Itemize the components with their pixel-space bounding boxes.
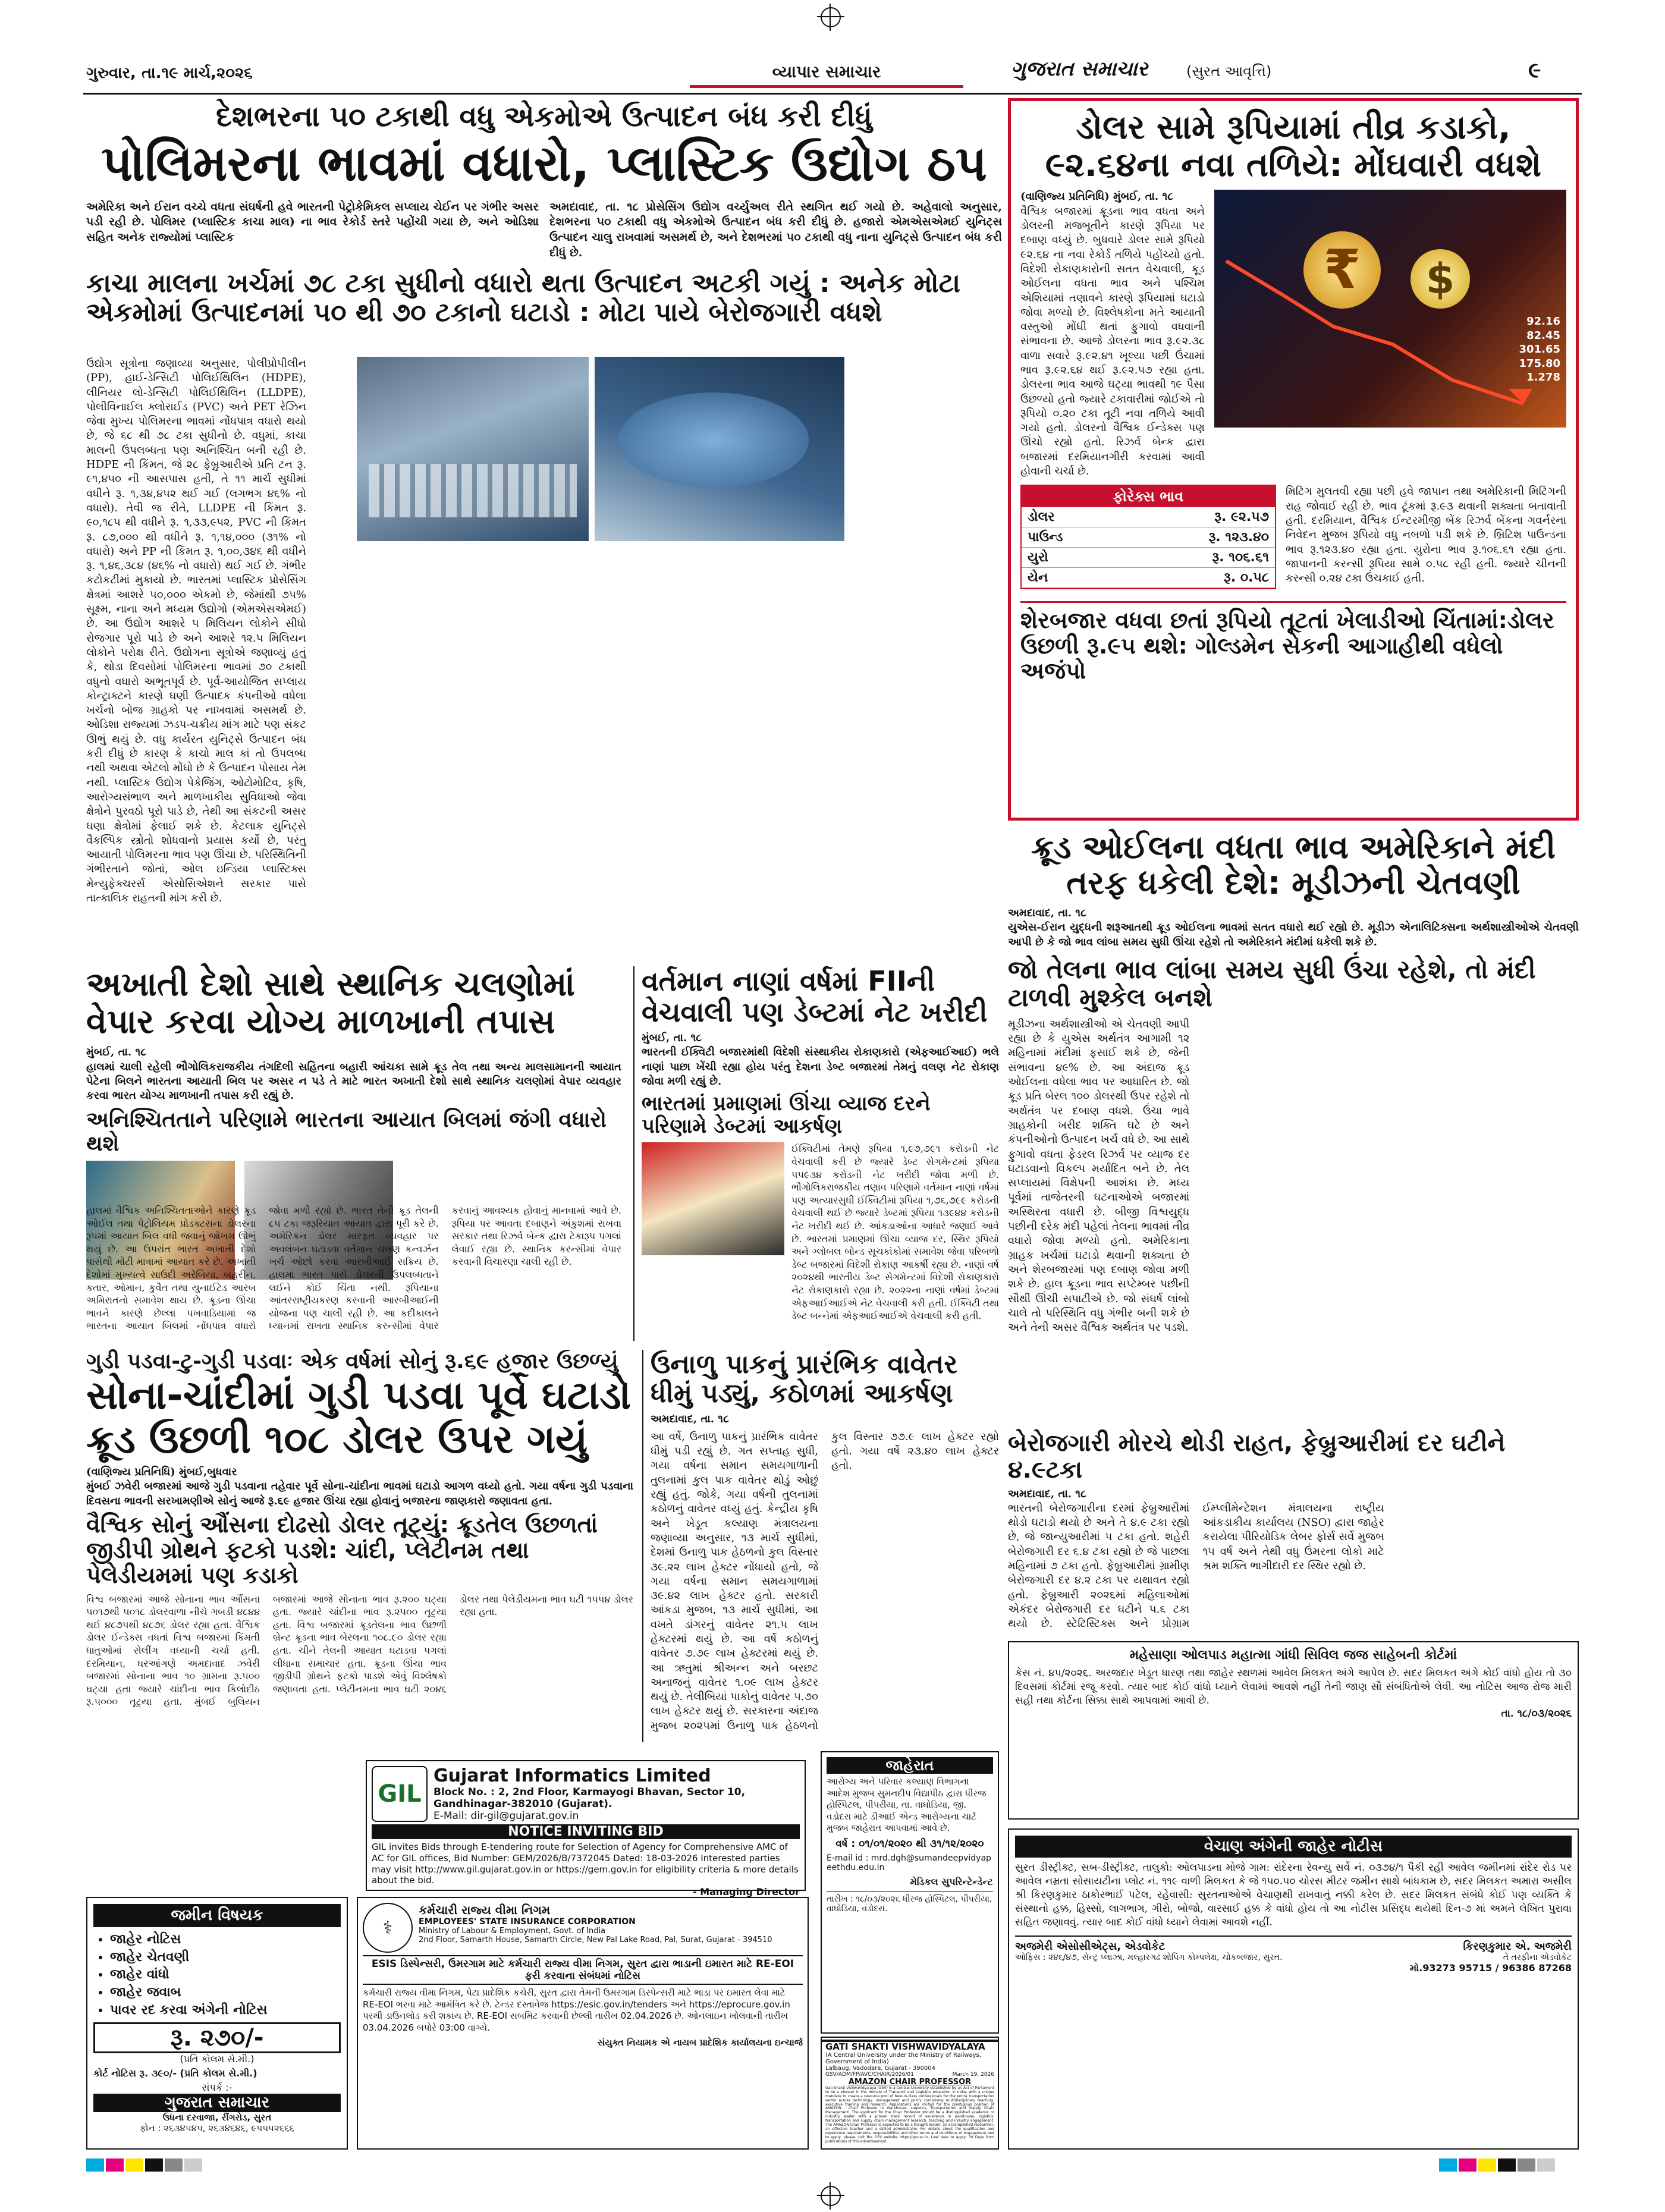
rupee-symbol-icon: ₹ xyxy=(1303,231,1381,309)
gulf-intro: હાલમાં ચાલી રહેલી ભૌગોલિકરાજકીય તંગદિલી સહિતના બહારી આંચકા સામે ક્રૂડ તેલ તથા અન્ય માલસામાનની આયાત પેટેના બિલને ભારતના આયાતી બિલ પર અસર ન પડે તે માટે ભારત અખાતી દેશો સાથે સ્થાનિક ચલણોમાં વેપાર વ્યવહાર કરવા ભારત યોગ્ય માળખાની તપાસ કરી રહ્યું છે. xyxy=(86,1060,621,1102)
fii-dateline: મુંબઈ, તા. ૧૮ xyxy=(642,1032,702,1045)
crude-body: મૂડીઝના અર્થશાસ્ત્રીઓ એ ચેતવણી આપી રહ્યા છે કે યુએસ અર્થતંત્ર આગામી ૧૨ મહિનામાં મંદીમાં ફસાઈ શકે છે, જેની સંભાવના ૪૯% છે. આ અંદાજ ક્રૂડ ઓઈલના વધેલા ભાવ પર આધારિત છે. જો ક્રૂડ પ્રતિ બેરલ ૧૦૦ ડોલરથી ઉપર રહેશે તો અર્થતંત્ર પર દબાણ વધશે. ઉંચા ભાવે ગ્રાહકોની ખરીદ શક્તિ ઘટે છે અને કંપનીઓનો ઉત્પાદન ખર્ચ વધે છે. આ સાથે ફુગાવો વધતા ફેડરલ રિઝર્વ પર વ્યાજ દર ઘટાડવાનો વિકલ્પ મર્યાદિત બને છે. તેલ સપ્લાયમાં વિક્ષેપની આશંકા છે. મધ્ય પૂર્વમાં તાજેતરની ઘટનાઓએ બજારમાં અસ્થિરતા વધારી છે. બીજી વિશ્વયુદ્ધ પછીની દરેક મંદી પહેલાં તેલના ભાવમાં તીવ્ર વધારો જોવા મળ્યો હતો. અમેરિકાના ગ્રાહક ખર્ચમાં ઘટાડો થવાની શક્યતા છે અને શેરબજારમાં પણ દબાણ જોવા મળી શકે છે. હાલ ક્રૂડના ભાવ સપ્ટેમ્બર પછીની સૌથી ઊંચી સપાટીએ છે. જો સંઘર્ષ લાંબો ચાલે તો પરિસ્થિતિ વધુ ગંભીર બની શકે છે અને તેની અસર વૈશ્વિક અર્થતંત્ર પર પડશે. xyxy=(1008,1017,1190,1334)
classified-brand: ગુજરાત સમાચાર xyxy=(93,2094,341,2112)
plastic-body: ઉદ્યોગ સૂત્રોના જણાવ્યા અનુસાર, પોલીપ્રોપીલીન (PP), હાઈ-ડેન્સિટી પોલિઈથિલિન (HDPE), લીનિયર લો-ડેન્સિટી પોલિઈથિલિન (LLDPE), પોલીવિનાઈલ ક્લોરાઈડ (PVC) અને PET રેઝિન જેવા મુખ્ય પોલિમરના ભાવમાં નોંધપાત્ર વધારો થયો છે, જે ૬૮ થી ૭૮ ટકા સુધીનો છે. વધુમાં, કાચા માલની ઉપલબ્ધતા પણ અનિશ્ચિત બની રહી છે. HDPE ની કિંમત, જે ૨૮ ફેબ્રુઆરીએ પ્રતિ ટન રૂ. ૯૧,૪૫૦ ની આસપાસ હતી, તે ૧૧ માર્ચ સુધીમાં વધીને રૂ. ૧,૩૪,૪૫૨ થઈ ગઈ (લગભગ ૪૬% નો વધારો). તેવી જ રીતે, LLDPE ની કિંમત રૂ. ૯૦,૧૮૫ થી વધીને રૂ. ૧,૩૩,૯૫૨, PVC ની કિંમત રૂ. ૮૭,૦૦૦ થી વધીને રૂ. ૧,૧૪,૦૦૦ (૩૧% નો વધારો) અને PP ની કિંમત રૂ. ૧,૦૦,૩૪૬ થી વધીને રૂ. ૧,૪૬,૩૮૪ (૪૬% નો વધારો) થઈ ગઈ છે. ગંભીર કટોકટીમાં મુકાયો છે. ભારતમાં પ્લાસ્ટિક પ્રોસેસિંગ ક્ષેત્રમાં આશરે ૫૦,૦૦૦ એકમો છે, જેમાંથી ૭૫% સૂક્ષ્મ, નાના અને મધ્યમ ઉદ્યોગો (એમએસએમઈ) છે. આ ઉદ્યોગ આશરે ૫ મિલિયન લોકોને સીધો રોજગાર પૂરો પાડે છે અને આશરે ૧૨.૫ મિલિયન લોકોને પરોક્ષ રીતે. ઉદ્યોગના સૂત્રોએ જણાવ્યું હતું કે, થોડા દિવસોમાં પોલિમરના ભાવમાં ૭૦ ટકાથી વધુનો વધારો અભૂતપૂર્વ છે. પૂર્વ-આયોજિત સપ્લાય કોન્ટ્રાક્ટને કારણે ઘણી ઉત્પાદક કંપનીઓ વધેલા ખર્ચનો બોજ ગ્રાહકો પર નાખવામાં અસમર્થ છે. ઓડિશા રાજ્યમાં ઝડપ-ચક્રીય માંગ માટે પણ સંકટ ઊભું થયું છે. વધુ કાર્યરત યુનિટ્સે ઉત્પાદન બંધ કરી દીધું છે કારણ કે કાચો માલ કાં તો ઉપલબ્ધ નથી અથવા એટલો મોંઘો છે કે ઉત્પાદન પોસાય તેમ નથી. પ્લાસ્ટિક ઉદ્યોગ પેકેજિંગ, ઓટોમોટિવ, કૃષિ, આરોગ્યસંભાળ અને માળખાકીય સુવિધાઓ જેવા ક્ષેત્રોને પુરવઠો પૂરો પાડે છે, તેથી આ સંકટની અસર ઘણા ક્ષેત્રોમાં ફેલાઈ શકે છે. કેટલાક યુનિટ્સે વૈકલ્પિક સ્ત્રોતો શોધવાનો પ્રયાસ કર્યો છે, પરંતુ આયાતી પોલિમરના ભાવ પણ ઊંચા છે. પરિસ્થિતિની ગંભીરતાને જોતાં, ઓલ ઇન્ડિયા પ્લાસ્ટિક્સ મેન્યુફેક્ચરર્સ એસોસિએશને સરકાર પાસે તાત્કાલિક રાહતની માંગ કરી છે. xyxy=(86,357,306,904)
chart-tick-label: 1.278 xyxy=(1526,371,1560,384)
gil-ad xyxy=(366,1760,806,1897)
registration-mark-bottom xyxy=(821,2186,841,2206)
forex-currency: ડોલર xyxy=(1022,507,1122,527)
crude-subhead: જો તેલના ભાવ લાંબા સમય સુધી ઉંચા રહેશે, તો મંદી ટાળવી મુશ્કેલ બનશે xyxy=(1008,954,1536,1012)
gulf-subhead: અનિશ્ચિતતાને પરિણામે ભારતના આયાત બિલમાં જંગી વધારો થશે xyxy=(86,1107,607,1156)
jaherat-body: આરોગ્ય અને પરિવાર કલ્યાણ વિભાગના આદેશ મુજબ સુમનદીપ વિદ્યાપીઠ દ્વારા ધીરજ હોસ્પિટલ, પીપરીયા, તા. વાઘોડિયા, જી. વડોદરા માટે ડીઆઈ એન્ડ આરોગ્યના ચાર્ટ મુજબ જાહેરાત આપવામાં આવે છે. xyxy=(827,1776,987,1833)
classified-item: • જાહેર નોટિસ xyxy=(110,1931,341,1949)
jaherat-footer: તારીખ : ૧૮/૦૩/૨૦૨૬ ધીરજ હોસ્પિટલ, પીપરીયા, વાઘોડિયા, વડોદરા. xyxy=(827,1891,993,1913)
esic-address: 2nd Floor, Samarth House, Samarth Circle, New Pal Lake Road, Pal, Surat, Gujarat - 394510 xyxy=(419,1936,772,1944)
gil-logo-icon: GIL xyxy=(372,1766,428,1822)
registration-mark-top xyxy=(821,7,841,27)
jaherat-sign: મેડિકલ સુપરિન્ટેન્ડેન્ટ xyxy=(910,1875,993,1887)
gsv-address: Lalbaug, Vadodara, Gujarat - 390004 xyxy=(825,2065,936,2072)
jaherat-ad xyxy=(821,1751,999,2034)
plastic-intro-left: અમેરિકા અને ઈરાન વચ્ચે વધતા સંઘર્ષની હવે ભારતની પેટ્રોકેમિકલ સપ્લાય ચેઈન પર ગંભીર અસર પડી રહી છે. પોલિમર (પ્લાસ્ટિક કાચા માલ) ના ભાવ રેકોર્ડ સ્તરે પહોંચી ગયા છે, અને ઓડિશા સહિત અનેક રાજ્યોમાં પ્લાસ્ટિક xyxy=(86,200,539,244)
forex-value: રૂ. ૯૨.૫૭ xyxy=(1122,507,1275,527)
gsv-sub: (A Central University under the Ministry of Railways, Government of India) xyxy=(825,2052,981,2065)
rupee-headline-1: ડોલર સામે રૂપિયામાં તીવ્ર કડાકો, xyxy=(1076,108,1511,147)
gulf-headline: અખાતી દેશો સાથે સ્થાનિક ચલણોમાં વેપાર કરવા યોગ્ય માળખાની તપાસ xyxy=(86,965,576,1041)
currency-chart-image xyxy=(1214,190,1566,428)
fii-body: ઈક્વિટીમાં તેમણે રૂપિયા ૧,૯૭,૭૯૧ કરોડની નેટ વેચવાલી કરી છે જ્યારે ડેબ્ટ સેગમેન્ટમાં રૂપિયા ૫૫૯૩૪ કરોડની નેટ ખરીદી જોવા મળી છે. ભૌગોલિકરાજકીય તણાવ પરિણામે વર્તમાન નાણાં વર્ષમાં પણ અત્યારસુધી ઈક્વિટીમાં રૂપિયા ૧,૭૬,૭૯૯ કરોડની વેચવાલી થઈ છે જ્યારે ડેબ્ટમાં રૂપિયા ૧૩૯૪૪ કરોડની નેટ ખરીદી થઈ છે. આંકડાઓના આધારે જણાઈ આવે છે. ભારતમાં પ્રમાણમાં ઊંચા વ્યાજ દર, સ્થિર રૂપિયો અને ગ્લોબલ બોન્ડ સૂચકાંકોમાં સમાવેશ જેવા પરિબળો ડેબ્ટ બજારમાં વિદેશી રોકાણ આકર્ષી રહ્યા છે. નાણાં વર્ષ ૨૦૨૪થી ભારતીય ડેબ્ટ સેગમેન્ટમાં વિદેશી રોકાણકારો નેટ રોકાણકારો રહ્યા છે. ૨૦૨૨ના નાણાં વર્ષમાં ડેબ્ટમાં એફઆઈઆઈએ નેટ વેચવાલી કરી હતી. ઈક્વિટી તથા ડેબ્ટ બન્નેમાં એફઆઈઆઈએ વેચવાલી કરી હતી. xyxy=(791,1143,999,1322)
crude-intro: યુએસ-ઈરાન યુદ્ધની શરૂઆતથી ક્રૂડ ઓઈલના ભાવમાં સતત વધારો થઈ રહ્યો છે. મૂડીઝ એનાલિટિક્સના અર્થશાસ્ત્રીઓએ ચેતવણી આપી છે કે જો ભાવ લાંબા સમય સુધી ઊંચા રહેશે તો અમેરિકાને મંદીમાં ધકેલી શકે છે. xyxy=(1008,921,1579,948)
classified-court: કોર્ટ નોટિસ રૂ. ૩૯૦/- (પ્રતિ કોલમ સે.મી.) xyxy=(93,2068,257,2079)
gulf-dateline: મુંબઈ, તા. ૧૮ xyxy=(86,1046,147,1059)
gold-kicker: ગુડી પડવા-ટુ-ગુડી પડવાઃ એક વર્ષમાં સોનું રૂ.૬૯ હજાર ઉછળ્યું xyxy=(86,1349,618,1374)
sale-title: વેચાણ અંગેની જાહેર નોટીસ xyxy=(1015,1836,1572,1858)
rupee-subhead: શેરબજાર વધવા છતાં રૂપિયો તૂટતાં ખેલાડીઓ ચિંતામાં:ડોલર ઉછળી રૂ.૯૫ થશે: ગોલ્ડમેન સેકની આગાહીથી વધેલો અજંપો xyxy=(1020,601,1566,684)
court-notice-date: તા. ૧૮/૦૩/૨૦૨૬ xyxy=(1501,1708,1572,1720)
plastic-kicker: દેશભરના ૫૦ ટકાથી વધુ એકમોએ ઉત્પાદન બંધ કરી દીધું xyxy=(216,100,872,133)
jobs-article xyxy=(1008,1430,1579,1632)
rupee-box xyxy=(1008,98,1579,821)
chart-tick-label: 92.16 xyxy=(1526,315,1560,328)
crude-headline: ક્રૂડ ઓઈલના વધતા ભાવ અમેરિકાને મંદી તરફ ધકેલી દેશે: મૂડીઝની ચેતવણી xyxy=(1031,828,1556,902)
esic-sign: સંયુક્ત નિયામક એ નાયબ પ્રાદેશિક કાર્યાલયના ઇન્ચાર્જ xyxy=(598,2037,803,2048)
gsv-body: Gati Shakti Vishwavidyalaya (GSV) is a Central University established by an Act of Parliament to be a pioneer in the domain of Transport and Logistics education in India, with a unique mandate to create a resource pool of best-in-class professionals for the entire transportation sector across technology, management and policy comprising multidisciplinary teaching, executive training and research. Applications are invited for the prestigious position of AMAZON - Chair Professor in Warehouse, Logistics, Transportation and Supply Chain Management. The applicant for the Chair Professor should be a distinguished academic or industry leader with a proven track record of excellence in warehouse, logistics, transportation and supply chain management research, teaching and industry engagement. The AMAZON Chair Professor is expected to be a thought leader, an accomplished researcher, an effective teacher and a skilled administrator. For details about the qualification and experience requirements, responsibilities and other terms and conditions of engagement and to apply, please visit the GSV website https://gsv.ac.in. Last date to apply: 30 Days from publications of this advertisement. xyxy=(825,2086,994,2144)
gil-title: NOTICE INVITING BID xyxy=(372,1824,800,1839)
gold-headline-1: સોના-ચાંદીમાં ગુડી પડવા પૂર્વે ઘટાડો xyxy=(86,1372,632,1419)
esic-ministry: Ministry of Labour & Employment, Govt. of India xyxy=(419,1927,606,1936)
classified-address: ઉધના દરવાજા, રીંગરોડ, સુરત xyxy=(162,2112,272,2123)
classified-price: રૂ. ૨૭૦/- xyxy=(93,2022,341,2053)
esic-ad xyxy=(357,1897,809,2150)
jobs-dateline: અમદાવાદ, તા. ૧૮ xyxy=(1008,1487,1086,1500)
advocate-address: ઓફિસ : ૨૪૬/૪૭, સેન્ટ્ર પ્લાઝા, મલ્હારગઢ શોપિંગ કોમ્પલેક્ષ, ચોકબજાર, સુરત. xyxy=(1015,1952,1283,1962)
esic-title: ESIS ડિસ્પેન્સરી, ઉમરગામ માટે કર્મચારી રાજ્ય વીમા નિગમ, સુરત દ્વારા ભાડાની ઇમારત માટે RE-EOI ફરી કરવાના સંબંધમાં નોટિસ xyxy=(363,1955,803,1985)
crop-body: આ વર્ષે, ઉનાળુ પાકનું પ્રારંભિક વાવેતર ધીમું પડી રહ્યું છે. ગત સપ્તાહ સુધી, ગયા વર્ષના સમાન સમયગાળાની તુલનામાં કુલ પાક વાવેતર થોડું ઓછું રહ્યું હતું. જોકે, ગયા વર્ષની તુલનામાં કઠોળનું વાવેતર વધ્યું હતું. કેન્દ્રીય કૃષિ અને ખેડૂત કલ્યાણ મંત્રાલયના જણાવ્યા અનુસાર, ૧૩ માર્ચ સુધીમાં, દેશમાં ઉનાળુ પાક હેઠળનો કુલ વિસ્તાર ૩૯.૨૨ લાખ હેક્ટર નોંધાયો હતો, જે ગયા વર્ષના સમાન સમયગાળામાં ૩૯.૪૨ લાખ હેક્ટર હતો. સરકારી આંકડા મુજબ, ૧૩ માર્ચ સુધીમાં, આ વખતે ડાંગરનું વાવેતર ૨૧.૫ લાખ હેક્ટરમાં થયું છે. આ વર્ષે કઠોળનું વાવેતર ૭.૭૯ લાખ હેક્ટરમાં થયું છે. આ ઋતુમાં શ્રીઅન્ન અને બરછટ અનાજનું વાવેતર ૧.૦૯ લાખ હેક્ટર થયું છે. તેલીબિયાં પાકોનું વાવેતર ૫.૭૦ લાખ હેક્ટર થયું છે. સરકારના અંદાજ મુજબ ૨૦૨૫માં ઉનાળુ પાક હેઠળનો કુલ વિસ્તાર ૭૭.૯ લાખ હેક્ટર રહ્યો હતો. ગયા વર્ષે ૨૩.૪૦ લાખ હેક્ટર હતો. xyxy=(651,1430,999,1732)
gsv-ref: GSV/ADM/FP/AVC/CHAIR/2026/01 xyxy=(825,2072,914,2078)
forex-currency: યેન xyxy=(1022,568,1122,588)
stock-bull-photo xyxy=(642,1142,784,1255)
fii-article xyxy=(633,966,999,1341)
jaherat-email: E-mail id : mrd.dgh@sumandeepvidyapeethdu.edu.in xyxy=(827,1853,991,1872)
jaherat-title: જાહેરાત xyxy=(827,1757,993,1774)
forex-row xyxy=(1022,507,1275,527)
crop-headline: ઉનાળુ પાકનું પ્રારંભિક વાવેતર ધીમું પડ્યું, કઠોળમાં આકર્ષણ xyxy=(651,1349,958,1409)
gulf-body: હાલમાં વૈશ્વિક અનિશ્ચિતતાઓને કારણે ક્રૂડ ઓઈલ તથા પેટ્રોલિયમ પ્રોડક્ટસના ડોલરના રૂપમાં આયાત બિલ વધી જવાનું જોખમ ઊભું થયું છે. આ ઉપરાંત ભારત અખાતી દેશો પાસેથી મોટી માત્રામાં આયાત કરે છે. અખાતી દેશોમાં મુખ્યત્વે સાઉદી અરેબિયા, બહરીન, કતાર, ઓમાન, કુવૈત તથા યુનાઈટેડ આરબ અમિરાતનો સમાવેશ થાય છે. ક્રૂડના ઊંચા ભાવને કારણે છેલ્લા પખવાડિયામાં જ ભારતના આયાત બિલમાં નોંધપાત્ર વધારો જોવા મળી રહ્યો છે. ભારત તેની ક્રૂડ તેલની ૮૫ ટકા જરૂરિયાત આયાત દ્વારા પૂરી કરે છે. અમેરિકન ડોલર મારફત વ્યવહાર પર અવલંબન ઘટાડવા વર્તમાન ચલણ કન્વર્ઝન ખર્ચ ઓછો કરવા આરબીઆઈ સક્રિય છે. હાલમાં ભારત પાસે ડોલરની ઉપલબ્ધતાને લઈને કોઈ ચિંતા નથી. રૂપિયાના આંતરરાષ્ટ્રીયકરણ કરવાની આરબીઆઈની યોજના પણ ચાલી રહી છે. આ કદીકાલને ધ્યાનમાં રાખતા સ્થાનિક કરન્સીમાં વેપાર કરવાનું આવશ્યક હોવાનું માનવામાં આવે છે. રૂપિયા પર આવતા દબાણને અંકુશમાં રાખવા સરકાર તથા રિઝર્વ બેન્ક દ્વારા ટેકારૂપ પગલાં લેવાઈ રહ્યા છે. સ્થાનિક કરન્સીમાં વેપાર કરવાની વિચારણા ચાલી રહી છે. xyxy=(86,1205,621,1332)
plastic-headline: પોલિમરના ભાવમાં વધારો, પ્લાસ્ટિક ઉદ્યોગ ઠપ xyxy=(100,135,988,192)
gsv-org: GATI SHAKTI VISHWAVIDYALAYA xyxy=(825,2041,985,2052)
forex-currency: યુરો xyxy=(1022,548,1122,568)
crude-dateline: અમદાવાદ, તા. ૧૮ xyxy=(1008,906,1086,919)
plastic-article xyxy=(86,101,1002,328)
classified-phone: ફોન : ૨૬૩૪૫૪૫, ૨૬૩૪૬૪૬, ૯૫૫૫૨૬૬૬ xyxy=(140,2123,294,2134)
jaherat-years: વર્ષ : ૦૧/૦૧/૨૦૨૦ થી ૩૧/૧૨/૨૦૨૦ xyxy=(835,1837,984,1850)
gil-email: E-Mail: dir-gil@gujarat.gov.in xyxy=(433,1809,579,1822)
page-number: ૯ xyxy=(1528,58,1541,83)
edition: (સુરત આવૃત્તિ) xyxy=(1186,63,1272,80)
gold-intro: મુંબઈ ઝવેરી બજારમાં આજે ગુડી પડવાના તહેવાર પૂર્વે સોના-ચાંદીના ભાવમાં ઘટાડો આગળ વધ્યો હતો. ગયા વર્ષના ગુડી પડવાના દિવસના ભાવની સરખામણીએ સોનું આજે રૂ.૬૯ હજાર ઊંચા રહ્યા હોવાનું બજારના જાણકારો જણાવતા હતા. xyxy=(86,1480,633,1507)
fii-intro: ભારતની ઈક્વિટી બજારમાંથી વિદેશી સંસ્થાકીય રોકાણકારો (એફઆઈઆઈ) ભલે નાણાં પાછા ખેંચી રહ્યા હોય પરંતુ દેશના ડેબ્ટ બજારમાં તેમનું વલણ નેટ રોકાણ જોવા મળી રહ્યું છે. xyxy=(642,1046,999,1088)
jobs-body: ભારતની બેરોજગારીના દરમાં ફેબ્રુઆરીમાં થોડો ઘટાડો થયો છે અને તે ૪.૯ ટકા રહ્યો છે, જે જાન્યુઆરીમાં ૫ ટકા હતો. શહેરી બેરોજગારી દર ૬.૪ ટકા રહ્યો છે જે પાછલા મહિનામાં ૭ ટકા હતો. ફેબ્રુઆરીમાં ગ્રામીણ બેરોજગારી દર ૪.૨ ટકા પર યથાવત રહ્યો હતો. ફેબ્રુઆરી ૨૦૨૬માં મહિલાઓમાં એકંદર બેરોજગારી દર ઘટીને ૫.૬ ટકા થયો છે. સ્ટેટિસ્ટિક્સ અને પ્રોગ્રામ ઈમ્પ્લીમેન્ટેશન મંત્રાલયના રાષ્ટ્રીય આંકડાકીય કાર્યાલય (NSO) દ્વારા જાહેર કરાયેલા પીરિયોડિક લેબર ફોર્સ સર્વે મુજબ ૧૫ વર્ષ અને તેથી વધુ ઉંમરના લોકો માટે શ્રમ શક્તિ ભાગીદારી દર સ્થિર રહ્યો છે. xyxy=(1008,1501,1384,1630)
issue-date: ગુરુવાર, તા.૧૯ માર્ચ,૨૦૨૬ xyxy=(86,64,253,82)
court-notice-body: કેસ નં. ૪૫/૨૦૨૬. અરજદાર ખેડૂત ધારણ તથા જાહેર સ્થળમાં આવેલ મિલકત અંગે આપેલ છે. સદર મિલકત અંગે કોઈ વાંધો હોય તો ૩૦ દિવસમાં કોર્ટમાં રજૂ કરવો. ત્યાર બાદ કોઈ વાંધો ધ્યાને લેવામાં આવશે નહીં તેની જાણ સૌ સંબંધિતોએ લેવી. આ નોટિસ આજ રોજ મારી સહી તથા કોર્ટના સિક્કા સાથે આપવામાં આવી છે. xyxy=(1015,1667,1572,1707)
advocate-phone: મો.93273 95715 / 96386 87268 xyxy=(1409,1962,1572,1974)
classified-item: • જાહેર જવાબ xyxy=(110,1984,341,2002)
chart-tick-label: 301.65 xyxy=(1519,343,1560,356)
gold-article xyxy=(86,1350,633,1790)
forex-title: ફોરેક્સ ભાવ xyxy=(1022,486,1275,507)
gsv-ad xyxy=(821,2037,999,2150)
forex-value: રૂ. ૧૦૬.૬૧ xyxy=(1122,548,1275,568)
gold-body: વિશ્વ બજારમાં આજે સોનાના ભાવ ઔંસના ૫૦૧૭થી ૫૦૧૮ ડોલરવાળા નીચે ગબડી ૪૮૪૪ થઈ ૪૮૭૫થી ૪૮૭૬ ડોલર રહ્યા હતા. વૈશ્વિક ડોલર ઈન્ડેક્સ વધતાં વિશ્વ બજારમાં કિંમતી ધાતુઓમાં સેલીંગ વધ્યાની ચર્ચા હતી. દરમિયાન, ઘરઆંગણે અમદાવાદ ઝવેરી બજારમાં સોનાના ભાવ ૧૦ ગ્રામના રૂ.૫૦૦ ઘટ્યા હતા જ્યારે ચાંદીના ભાવ કિલોદીઠ રૂ.૫૦૦૦ તૂટ્યા હતા. મુંબઈ બુલિયન બજારમાં આજે સોનાના ભાવ રૂ.૨૦૦ ઘટ્યા હતા. જ્યારે ચાંદીના ભાવ રૂ.૨૫૦૦ તૂટ્યા હતા. વિશ્વ બજારમાં ક્રૂડતેલના ભાવ ઉછળી બ્રેન્ટ ક્રૂડના ભાવ બેરલના ૧૦૮.૯૦ ડોલર રહ્યા હતા. ચીને તેલની આયાત ઘટાડવા પગલાં લીધાના સમાચાર હતા. ક્રૂડના ઊંચા ભાવ જીડીપી ગ્રોથને ફટકો પાડશે એવું વિશ્લેષકો જણાવતા હતા. પ્લેટીનમના ભાવ ઘટી ૨૦૪૬ ડોલર તથા પેલેડીયમના ભાવ ઘટી ૧૫૫૪ ડોલર રહ્યા હતા. xyxy=(86,1593,633,1708)
esic-body: કર્મચારી રાજ્ય વીમા નિગમ, પેટા પ્રાદેશિક કચેરી, સુરત દ્વારા તેમની ઉમરગામ ડિસ્પેન્સરી માટે ભાડા પર ઇમારત લેવા માટે RE-EOI ભરવા માટે આમંત્રિત કરે છે. ટેન્ડર દસ્તાવેજ https://esic.gov.in/tenders અને https://eprocure.gov.in પરથી ડાઉનલોડ કરી શકાય છે. RE-EOI સબમિટ કરવાની છેલ્લી તારીખ 02.04.2026 છે. ઓનલાઇન ખોલવાની તારીખ 03.04.2026 બપોરે 03:00 વાગ્યે. xyxy=(363,1987,790,2033)
classified-items xyxy=(93,1931,341,2019)
gsv-title: AMAZON CHAIR PROFESSOR xyxy=(848,2078,972,2087)
forex-table xyxy=(1020,485,1276,589)
masthead-rule xyxy=(83,93,1582,95)
color-bar-right xyxy=(1439,2158,1557,2174)
classified-price-note: (પ્રતિ કોલમ સે.મી.) xyxy=(180,2053,255,2065)
classified-item: • જાહેર ચેતવણી xyxy=(110,1949,341,1966)
dollar-symbol-icon: $ xyxy=(1410,249,1470,309)
advocate-name: કિરણકુમાર એ. અજમેરી xyxy=(1463,1940,1572,1953)
gil-body: GIL invites Bids through E-tendering route for Selection of Agency for Comprehensive AMC of AC for GIL offices, Bid Number: GEM/2026/B/7372045 Dated: 18-03-2026 Interested parties may visit http://www.gil.gujarat.gov.in or https://gem.gov.in for eligibility criteria & more details about the bid. xyxy=(372,1842,799,1886)
advocate-firm: અજમેરી એસોસીએટ્સ, એડવોકેટ xyxy=(1015,1940,1166,1953)
classified-contact-label: સંપર્ક :- xyxy=(202,2082,233,2094)
advocate-role: તે તરફીના એડવોકેટ xyxy=(1503,1952,1572,1962)
gil-address: Block No. : 2, 2nd Floor, Karmayogi Bhavan, Sector 10, Gandhinagar-382010 (Gujarat). xyxy=(433,1786,746,1810)
classified-title: જમીન વિષયક xyxy=(93,1904,341,1927)
gold-dateline: (વાણિજ્ય પ્રતિનિધિ) મુંબઈ,બુધવાર xyxy=(86,1466,237,1479)
gil-signature: - Managing Director xyxy=(693,1886,800,1897)
fii-headline: વર્તમાન નાણાં વર્ષમાં FIIની વેચવાલી પણ ડેબ્ટમાં નેટ ખરીદી xyxy=(642,965,988,1028)
sale-notice xyxy=(1008,1828,1579,2150)
currency-trend-svg xyxy=(1214,190,1547,428)
forex-row xyxy=(1022,527,1275,548)
classified-item: • પાવર રદ કરવા અંગેની નોટિસ xyxy=(110,2002,341,2019)
falling-trend-line xyxy=(1226,261,1523,404)
forex-value: રૂ. ૦.૫૮ xyxy=(1122,568,1275,588)
color-bar-left xyxy=(86,2158,204,2174)
forex-row xyxy=(1022,548,1275,568)
chart-tick-label: 82.45 xyxy=(1526,329,1560,342)
crude-article xyxy=(1008,830,1579,1424)
rupee-body-1: વૈશ્વિક બજારમાં ક્રૂડના ભાવ વધતા અને ડોલરની મજબૂતીને કારણે રૂપિયા પર દબાણ વધ્યું છે. બુધવારે ડોલર સામે રૂપિયો ૯૨.૬૪ ના નવા રેકોર્ડ તળિયે પહોંચ્યો હતો. વિદેશી રોકાણકારોની સતત વેચવાલી, ક્રૂડ ઓઈલના વધતા ભાવ અને પશ્ચિમ એશિયામાં તણાવને કારણે રૂપિયામાં ઘટાડો જોવા મળ્યો છે. વિશ્લેષકોના મતે આયાતી વસ્તુઓ મોંઘી થતાં ફુગાવો વધવાની સંભાવના છે. આજે ડોલરના ભાવ રૂ.૯૨.૩૮ વાળા સવારે રૂ.૯૨.૪૧ ખૂલ્યા પછી ઉંચામાં ભાવ રૂ.૯૨.૬૪ થઈ રૂ.૯૨.૫૭ રહ્યા હતા. ડોલરના ભાવ આજે ઘટ્યા ભાવથી ૧૯ પૈસા ઉછળ્યો હતો જ્યારે ટકાવારીમાં જોઈએ તો રૂપિયો ૦.૨૦ ટકા તૂટી નવા તળિયે આવી ગયો હતો. ડોલરનો વૈશ્વિક ઈન્ડેક્સ પણ ઊંચો રહ્યો હતો. રિઝર્વ બેન્ક દ્વારા બજારમાં દરમિયાનગીરી કરવામાં આવી હોવાની ચર્ચા છે. xyxy=(1020,205,1205,478)
forex-value: રૂ. ૧૨૩.૪૦ xyxy=(1122,527,1275,548)
crop-dateline: અમદાવાદ, તા. ૧૮ xyxy=(651,1412,729,1425)
forex-row xyxy=(1022,568,1275,588)
plastic-subhead: કાચા માલના ખર્ચમાં ૭૮ ટકા સુધીનો વધારો થતા ઉત્પાદન અટકી ગયું : અનેક મોટા એકમોમાં ઉત્પાદનમાં ૫૦ થી ૭૦ ટકાનો ઘટાડો : મોટા પાયે બેરોજગારી વધશે xyxy=(86,268,961,328)
jobs-headline: બેરોજગારી મોરચે થોડી રાહત, ફેબ્રુઆરીમાં દર ઘટીને ૪.૯ટકા xyxy=(1008,1429,1506,1484)
paper-name: ગુજરાત સમાચાર xyxy=(1011,57,1148,81)
fii-subhead: ભારતમાં પ્રમાણમાં ઊંચા વ્યાજ દરને પરિણામે ડેબ્ટમાં આકર્ષણ xyxy=(642,1092,931,1139)
section-title: વ્યાપાર સમાચાર xyxy=(690,62,963,88)
rupee-dateline: (વાણિજ્ય પ્રતિનિધિ) મુંબઈ, તા. ૧૮ xyxy=(1020,190,1174,203)
forex-currency: પાઉન્ડ xyxy=(1022,527,1122,548)
gsv-date: March 19, 2026 xyxy=(952,2072,994,2078)
esic-org-eng: EMPLOYEES' STATE INSURANCE CORPORATION xyxy=(419,1917,636,1927)
esic-emblem-icon: ⚕ xyxy=(363,1903,413,1953)
classified-item: • જાહેર વાંધો xyxy=(110,1966,341,1984)
chart-tick-label: 175.80 xyxy=(1519,357,1560,370)
gulf-article xyxy=(86,966,621,1344)
crop-article xyxy=(642,1350,999,1742)
rupee-headline-2: ૯૨.૬૪ના નવા તળિયે: મોંઘવારી વધશે xyxy=(1045,145,1542,184)
esic-org-guj: કર્મચારી રાજ્ય વીમા નિગમ xyxy=(419,1903,551,1917)
gold-headline-2: ક્રૂડ ઉછળી ૧૦૮ ડોલર ઉપર ગયું xyxy=(86,1416,588,1463)
rupee-body-2: મિટિંગ મુલતવી રહ્યા પછી હવે જાપાન તથા અમેરિકાની મિટિંગની રાહ જોવાઈ રહી છે. ભાવ ટૂંકમાં રૂ.૯૩ થવાની શક્યતા બતાવાતી હતી. દરમિયાન, વૈશ્વિક ઈન્ટરમીજી બેંક રિઝર્વ બેંકના ગવર્નરના નિવેદન મુજબ રૂપિયો વધુ નબળો પડી શકે છે. બ્રિટિશ પાઉન્ડના ભાવ રૂ.૧૨૩.૪૦ રહ્યા હતા. યુરોના ભાવ રૂ.૧૦૬.૬૧ રહ્યા હતા. જાપાનની કરન્સી રૂપિયા સામે ૦.૫૮ રહી હતી. જ્યારે ચીનની કરન્સી ૦.૨૪ ટકા ઉંચકાઈ હતી. xyxy=(1286,485,1566,585)
classified-ad xyxy=(86,1897,348,2150)
gil-org: Gujarat Informatics Limited xyxy=(433,1765,711,1786)
plastic-intro-right: અમદાવાદ, તા. ૧૮ પ્રોસેસિંગ ઉદ્યોગ વર્ચ્યુઅલ રીતે સ્થગિત થઈ ગયો છે. અહેવાલો અનુસાર, દેશભરના ૫૦ ટકાથી વધુ એકમોએ ઉત્પાદન બંધ કરી દીધું છે. હજારો એમએસએમઈ યુનિટ્સ ઉત્પાદન ચાલુ રાખવામાં અસમર્થ છે, અને દેશભરમાં ૫૦ ટકાથી વધુ નાના યુનિટ્સે ઉત્પાદન બંધ કરી દીધું છે. xyxy=(549,200,1002,259)
court-notice-title: મહેસાણા ઓલપાડ મહાત્મા ગાંધી સિવિલ જજ સાહેબની કોર્ટમાં xyxy=(1129,1648,1457,1663)
chart-tick-labels xyxy=(1519,315,1560,384)
court-notice xyxy=(1008,1641,1579,1820)
sale-body: સુરત ડીસ્ટ્રીક્ટ, સબ-ડીસ્ટ્રીક્ટ, તાલુકો: ઓલપાડના મોજે ગામ: રાંદેરના રેવન્યુ સર્વે નં. ૦૩૭૪/૧ પૈકી રહી આવેલ જમીનમાં રાંદેર રોડ પર આવેલ નમ્રતા સોસાયટીના પ્લોટ નં. ૧૧૯ વાળી મિલકત કે જે ૧૫૦.૫૦ ચોરસ મીટર જમીન સાથે બાંધકામ છે, સદર મિલકત અમારા અસીલ શ્રી કિરણકુમાર ઠાકોરભાઈ પટેલ, રહેવાસી: સુરતનાઓએ વેચાણથી રાખવાનું નક્કી કરેલ છે. સદર મિલકત સંબંધે કોઈ પણ વ્યક્તિ કે સંસ્થાનો હક્ક, હિસ્સો, લાગભાગ, ગીરો, બોજો, વારસાઈ હક્ક કે વાંધો હોય તો આ નોટીસ પ્રસિદ્ધ થયેથી દિન-૭ માં અમને લેખિત પુરાવા સહિત જણાવવું. ત્યાર બાદ કોઈ વાંધો ધ્યાને લેવામાં આવશે નહીં. xyxy=(1015,1862,1572,1928)
gold-subhead: વૈશ્વિક સોનું ઔંસના દોઢસો ડોલર તૂટ્યું: ક્રૂડતેલ ઉછળતાં જીડીપી ગ્રોથને ફટકો પડશે: ચાંદી, પ્લેટીનમ તથા પેલેડીયમમાં પણ કડાકો xyxy=(86,1512,598,1589)
